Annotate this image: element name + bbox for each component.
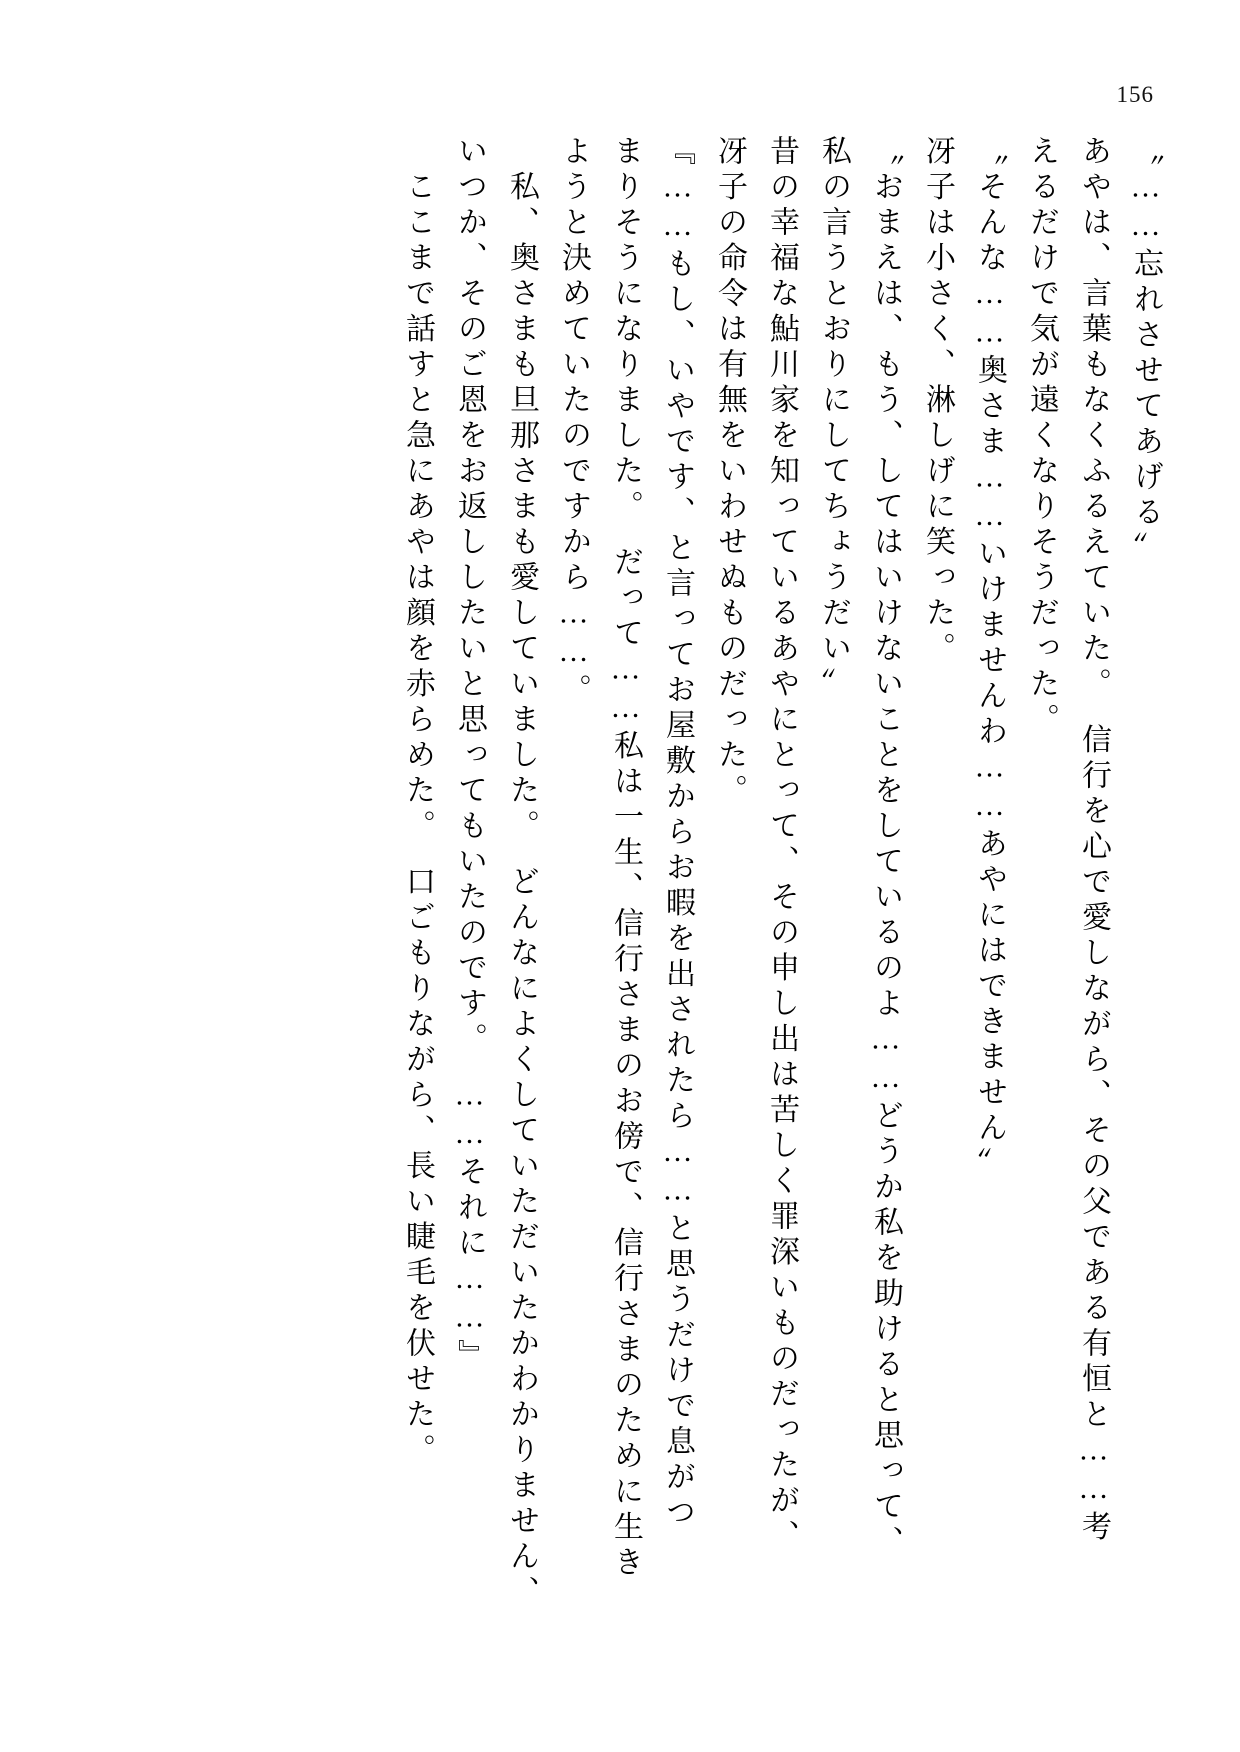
text-line: 私の言うとおりにしてちょうだい〟 bbox=[817, 135, 850, 703]
text-line: 昔の幸福な鮎川家を知っているあやにとって、その申し出は苦しく罪深いものだったが、 bbox=[765, 135, 798, 1555]
vertical-text-body bbox=[90, 135, 1160, 1642]
text-line: ようと決めていたのですから……。 bbox=[557, 135, 590, 709]
text-line: 『……もし、いやです、と言ってお屋敷からお暇を出されたら……と思うだけで息がつ bbox=[661, 135, 694, 1532]
text-line: 〝そんな……奥さま……いけませんわ……あやにはできません〟 bbox=[973, 135, 1006, 1183]
text-line: まりそうになりました。 だって……私は一生、信行さまのお傍で、信行さまのために生き bbox=[609, 135, 642, 1582]
text-line: 私、奥さまも旦那さまも愛していました。 どんなによくしていただいたかわかりません、 bbox=[505, 135, 538, 1611]
text-line: えるだけで気が遠くなりそうだった。 bbox=[1025, 135, 1058, 739]
text-line: 〝おまえは、もう、してはいけないことをしているのよ……どうか私を助けると思って、 bbox=[869, 135, 902, 1561]
page-number: 156 bbox=[1116, 82, 1154, 107]
text-line: あやは、言葉もなくふるえていた。 信行を心で愛しながら、その父である有恒と……考 bbox=[1077, 135, 1110, 1546]
text-line: いつか、そのご恩をお返ししたいと思ってもいたのです。 ……それに……』 bbox=[453, 135, 486, 1375]
text-line: ここまで話すと急にあやは顔を赤らめた。 口ごもりながら、長い睫毛を伏せた。 bbox=[401, 135, 434, 1469]
text-line: 冴子の命令は有無をいわせぬものだった。 bbox=[713, 135, 746, 810]
text-line: 冴子は小さく、淋しげに笑った。 bbox=[921, 135, 954, 668]
text-line: 〝……忘れさせてあげる〟 bbox=[1129, 135, 1162, 567]
